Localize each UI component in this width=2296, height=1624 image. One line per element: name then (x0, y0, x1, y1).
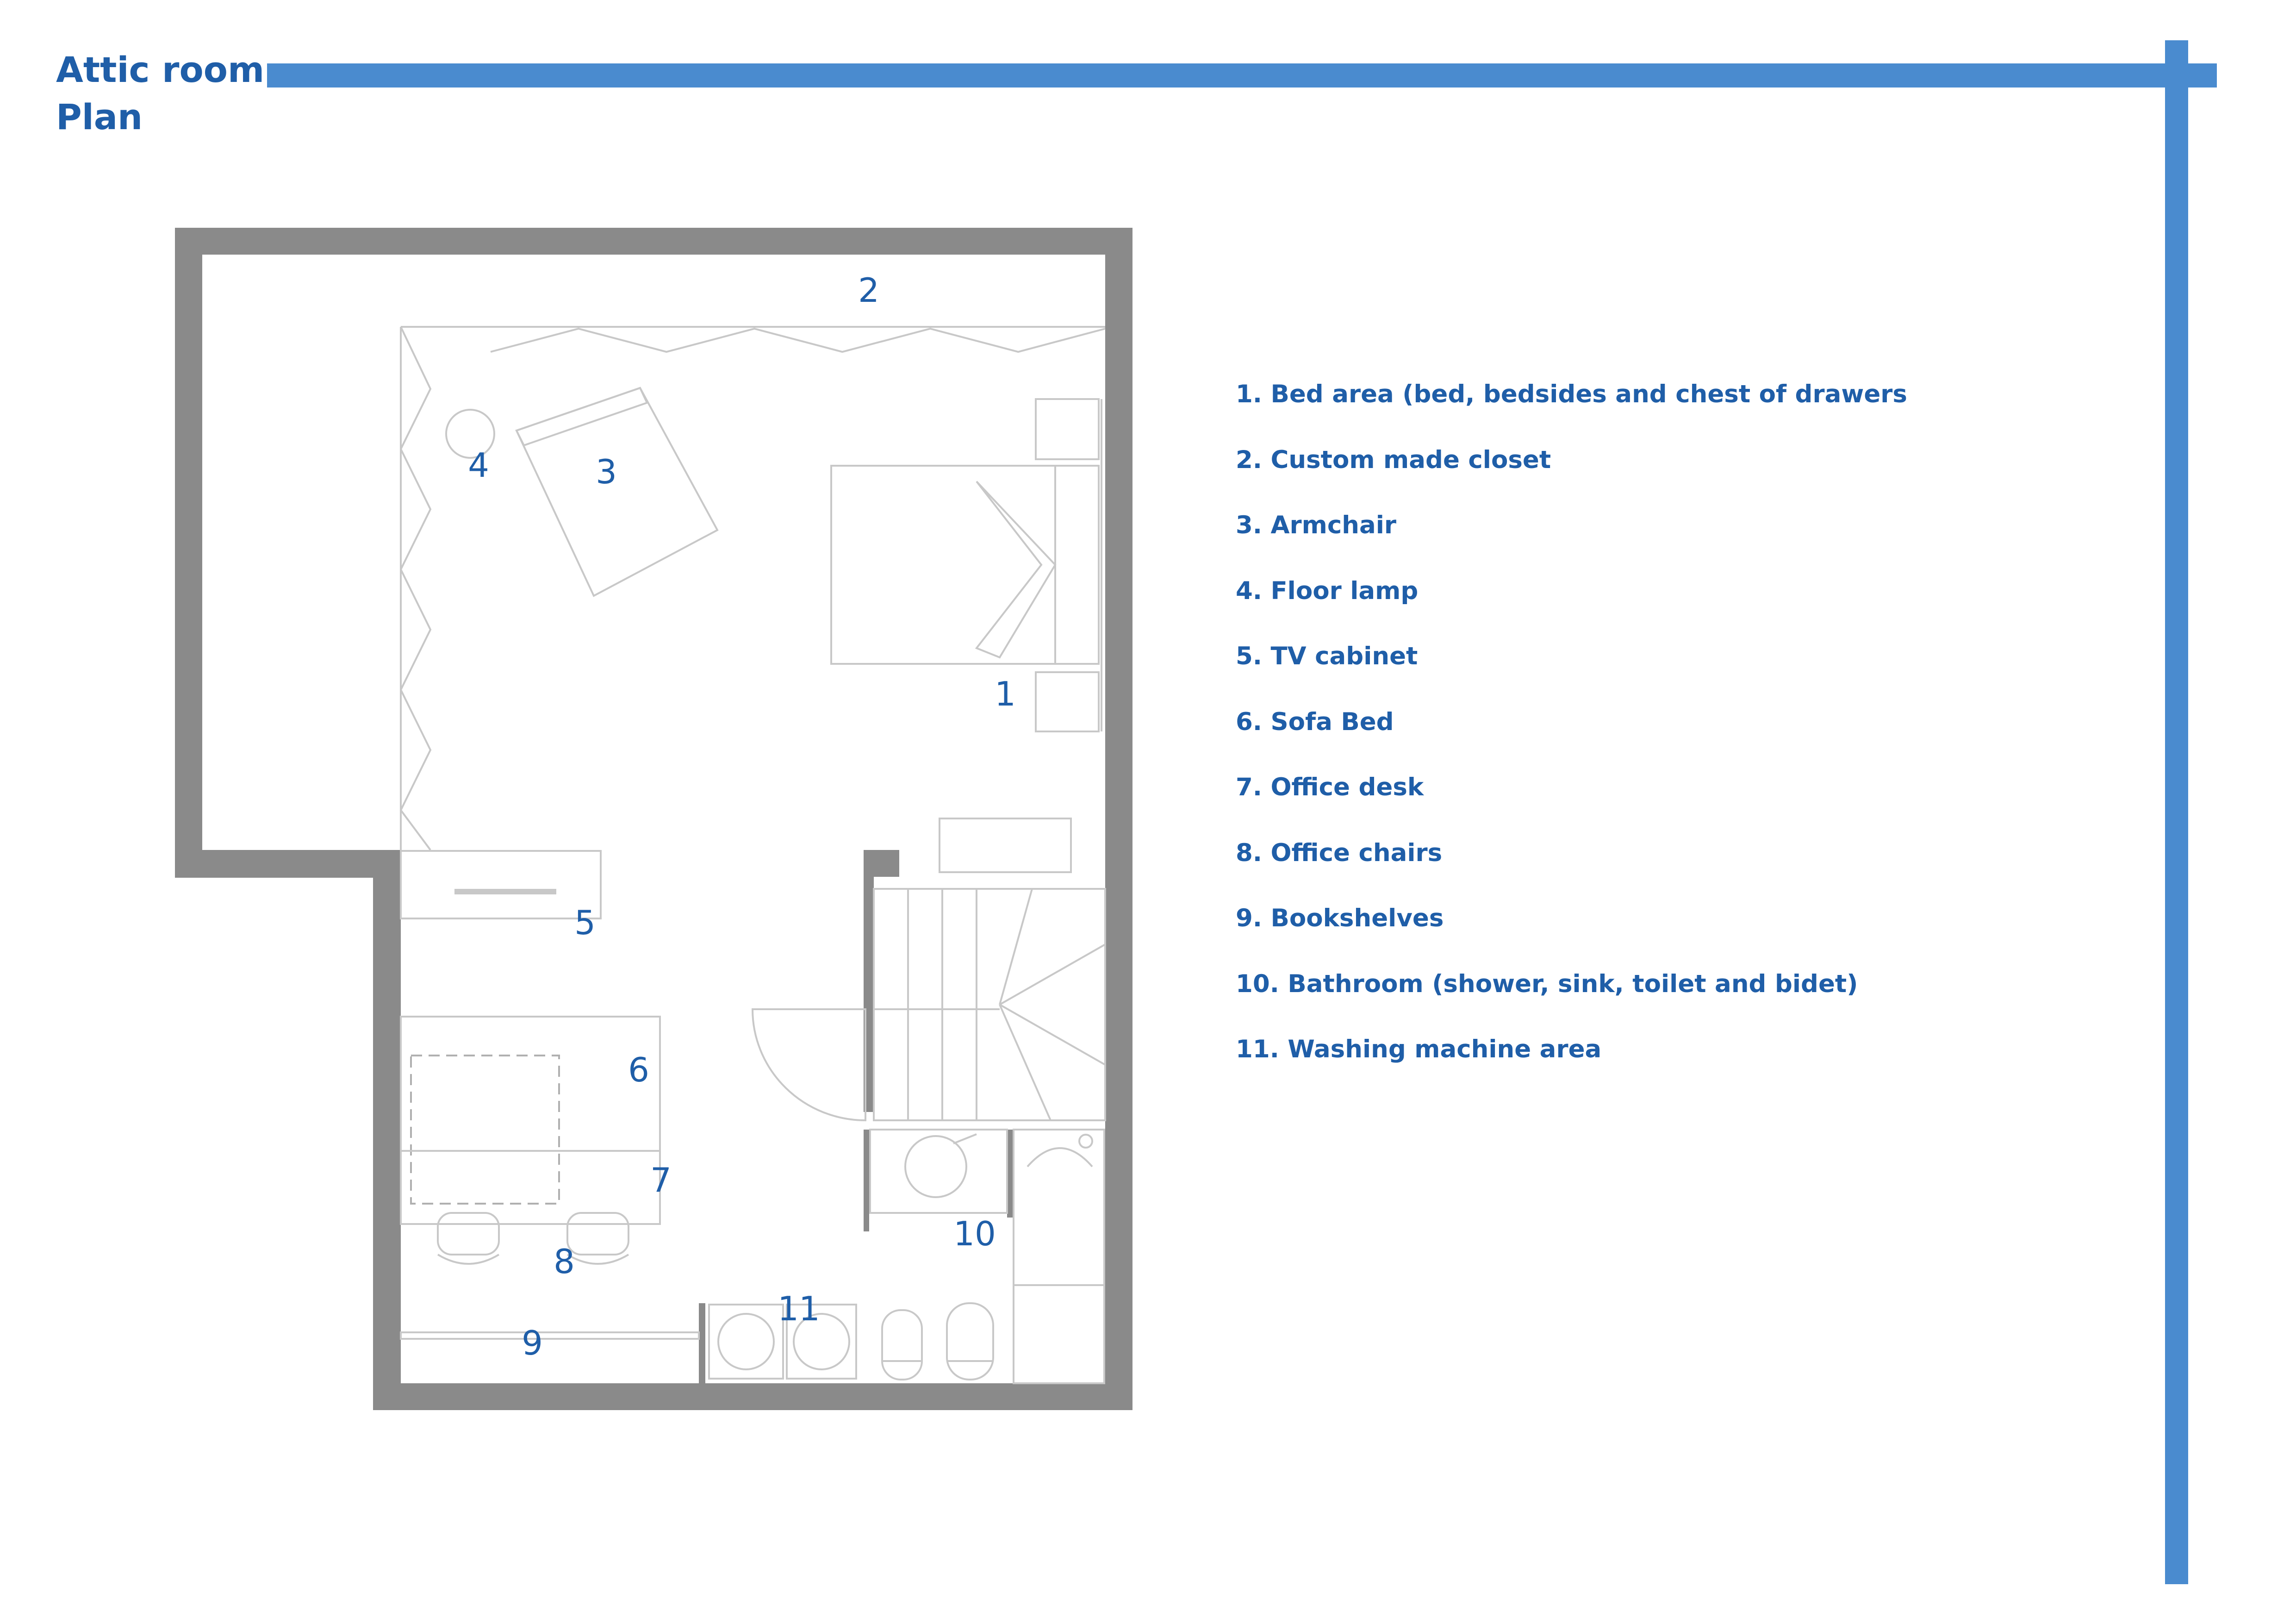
legend-item-office-desk: 7. Office desk (1236, 773, 1424, 801)
legend-item-armchair: 3. Armchair (1236, 511, 1397, 539)
laundry-wall (699, 1303, 705, 1383)
marker-7: 7 (650, 1161, 672, 1199)
armchair-furniture (516, 388, 717, 596)
bathroom-partition (1007, 1130, 1014, 1218)
legend-item-tv-cabinet: 5. TV cabinet (1236, 642, 1418, 670)
marker-9: 9 (522, 1324, 543, 1362)
marker-4: 4 (468, 446, 489, 485)
legend-item-bed-area: 1. Bed area (bed, bedsides and chest of drawers (1236, 380, 1907, 408)
legend-item-floor-lamp: 4. Floor lamp (1236, 576, 1419, 605)
office-chairs (438, 1213, 628, 1264)
bed-furniture (831, 399, 1101, 731)
staircase (753, 889, 1105, 1120)
marker-5: 5 (574, 903, 596, 942)
legend-item-sofa-bed: 6. Sofa Bed (1236, 707, 1394, 736)
page-subtitle: Plan (56, 96, 143, 137)
legend-item-bookshelves: 9. Bookshelves (1236, 904, 1444, 932)
bathroom-fixtures (870, 1130, 1104, 1383)
marker-6: 6 (628, 1050, 649, 1089)
office-desk (401, 1151, 660, 1224)
bookshelves (401, 1332, 699, 1339)
bathroom-wall-left (864, 1130, 869, 1231)
legend-item-washing-machine: 11. Washing machine area (1236, 1035, 1602, 1063)
marker-1: 1 (995, 675, 1016, 713)
marker-2: 2 (858, 271, 879, 310)
sofa-bed-furniture (401, 1017, 660, 1204)
closet-furniture (401, 327, 1105, 850)
tv-cabinet-furniture (401, 851, 601, 918)
page-title: Attic room (56, 49, 265, 90)
marker-11: 11 (778, 1289, 820, 1328)
legend-item-office-chairs: 8. Office chairs (1236, 838, 1443, 867)
marker-3: 3 (596, 452, 617, 491)
legend-item-bathroom: 10. Bathroom (shower, sink, toilet and bidet) (1236, 969, 1858, 998)
tv-cabinet-bedroom (940, 818, 1071, 872)
legend-item-closet: 2. Custom made closet (1236, 445, 1551, 474)
legend-list (1236, 377, 1907, 1098)
marker-8: 8 (554, 1242, 575, 1281)
marker-10: 10 (953, 1214, 996, 1253)
